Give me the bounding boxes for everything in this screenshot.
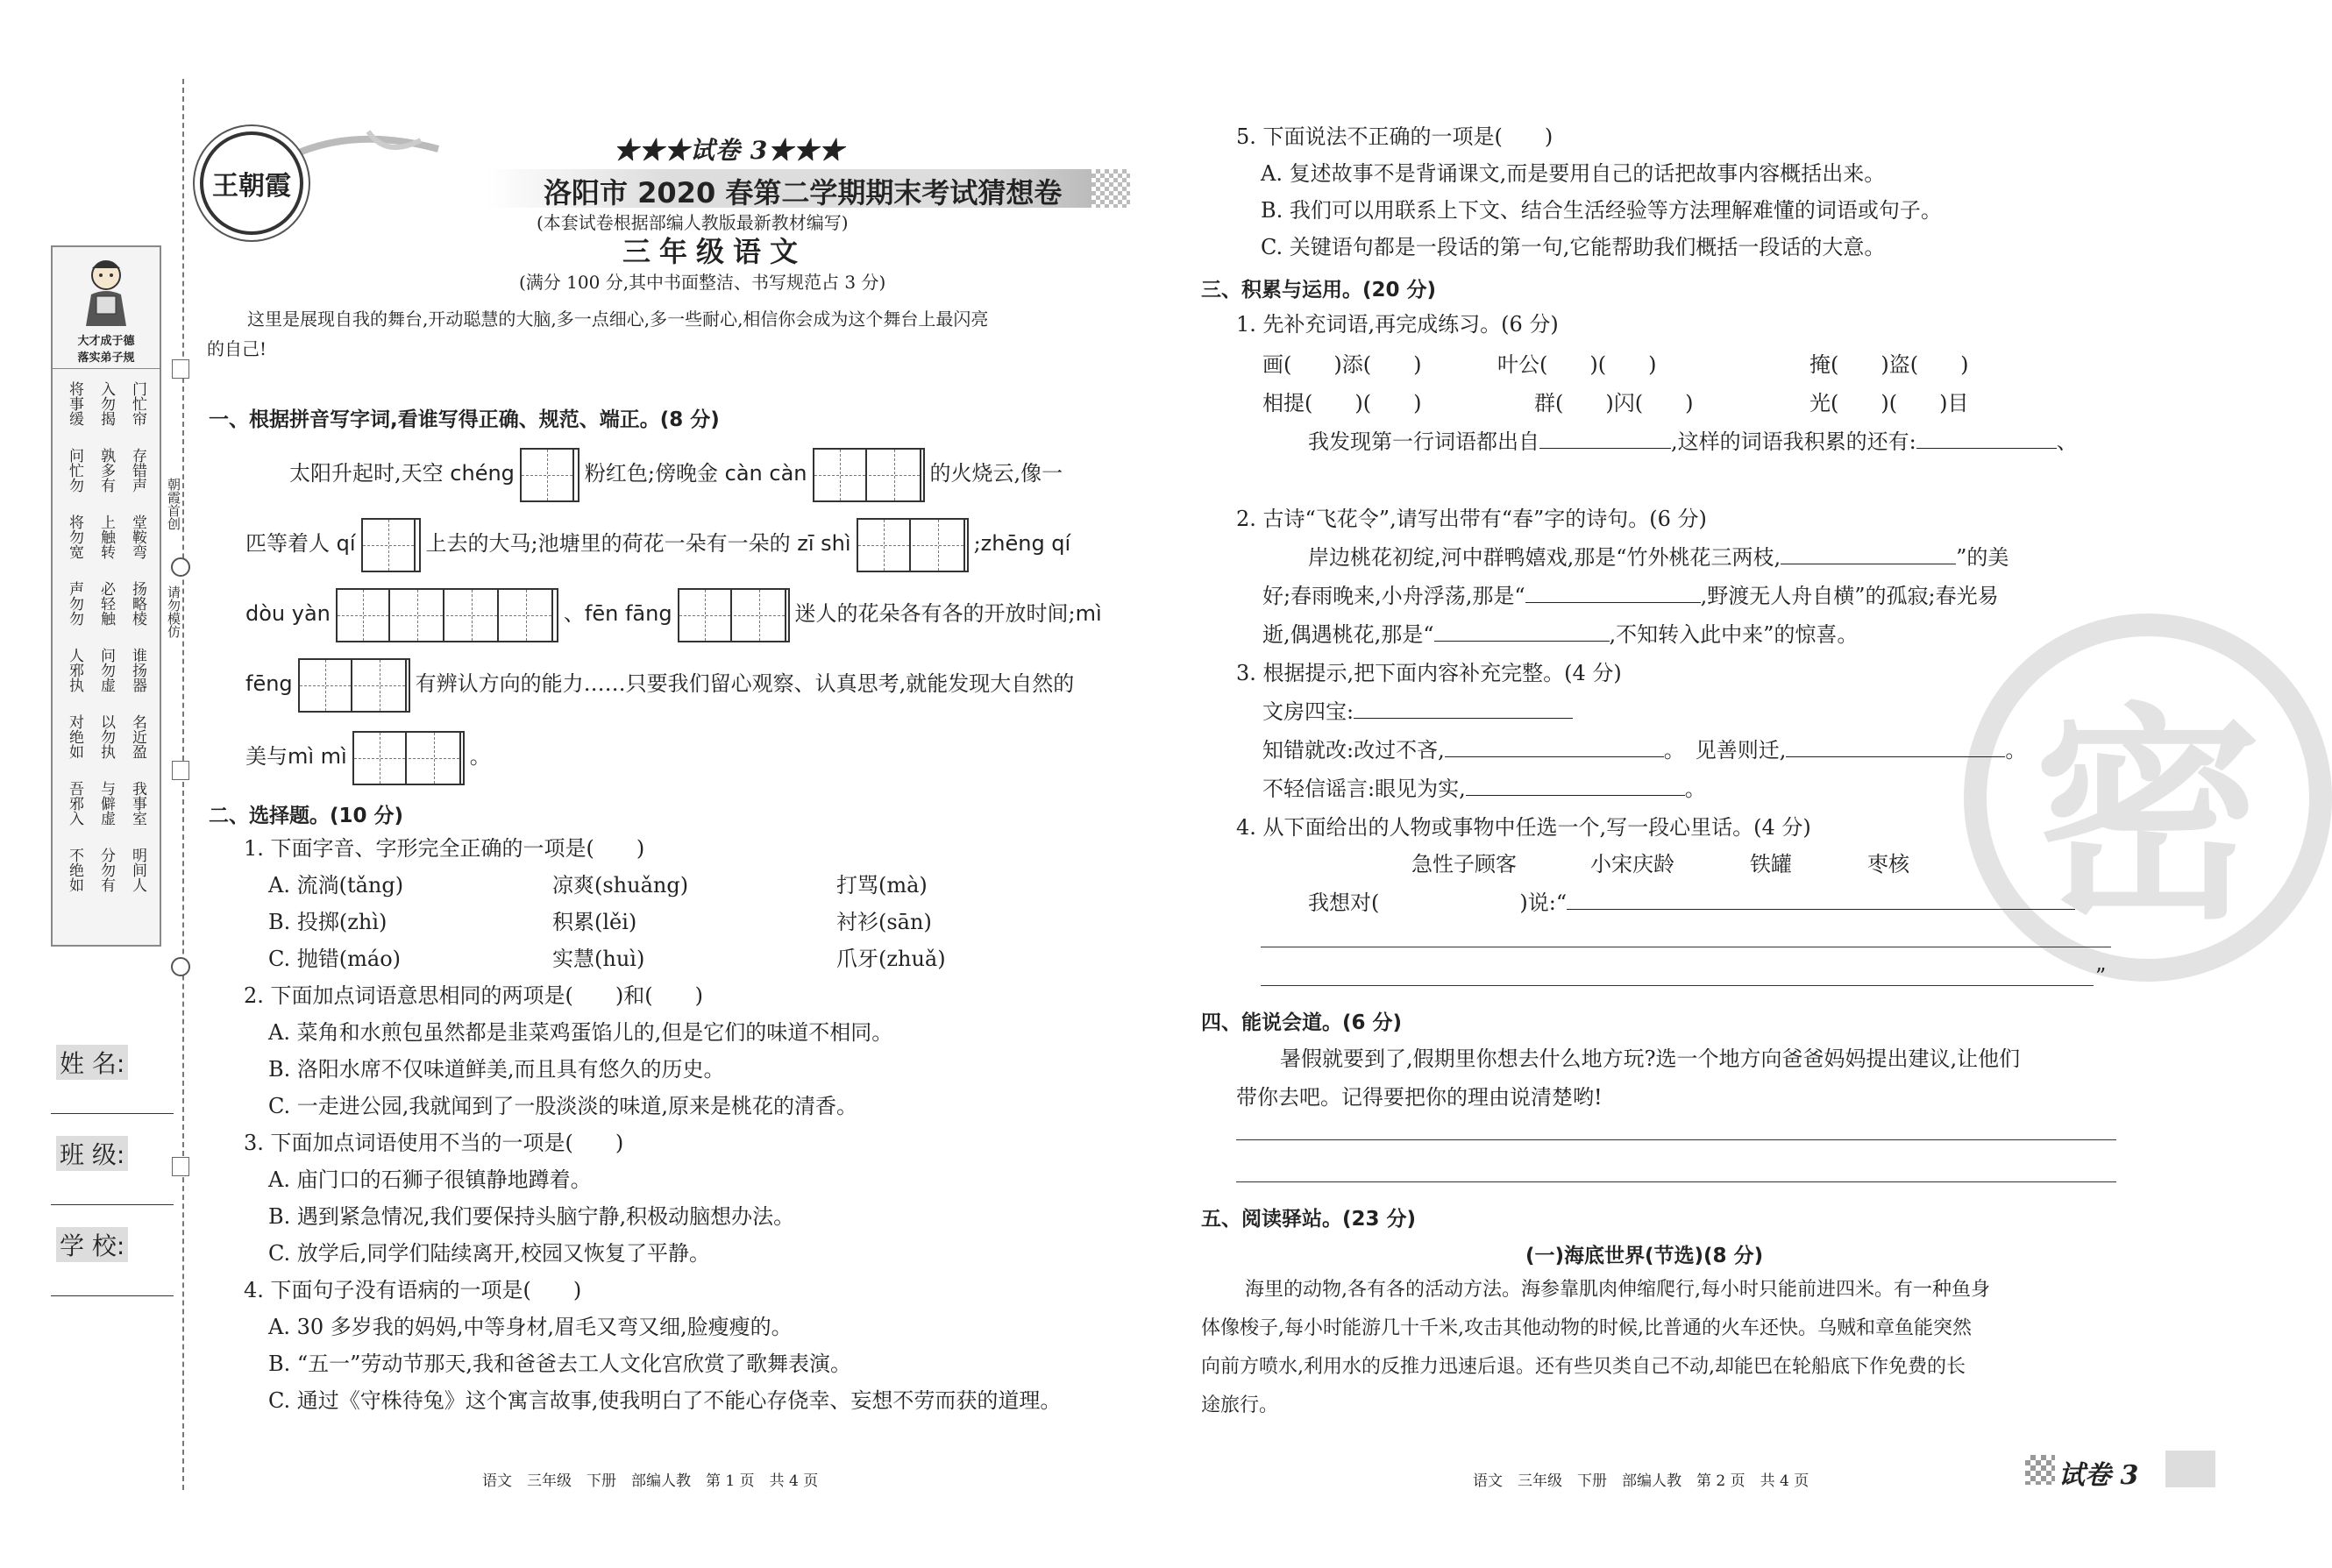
proverb-column: 孰多有 <box>97 447 115 493</box>
r2-line-3: 逝,偶遇桃花,那是“ ,不知转入此中来”的惊喜。 <box>1262 622 1859 647</box>
r3: 3. 根据提示,把下面内容补充完整。(4 分) <box>1236 661 1622 685</box>
binding-ring <box>171 957 190 976</box>
watermark-seal <box>1964 614 2332 982</box>
r3-line-1: 文房四宝: <box>1262 698 1573 726</box>
q1-option-a1: A. 流淌(tǎng) <box>268 873 404 898</box>
reading-line-2: 体像梭子,每小时能游几十千米,攻击其他动物的时候,比普通的火车还快。乌贼和章鱼能突然 <box>1201 1317 1972 1339</box>
school-label: 学 校: <box>56 1227 128 1262</box>
part1-row-1: 太阳升起时,天空 chéng 粉红色;傍晚金 càn càn 的火烧云,像一 <box>289 443 1063 504</box>
r1-word-3: 掩( )盗( ) <box>1809 352 1969 377</box>
proverb-grid <box>53 376 160 909</box>
part1-row-2: 匹等着人 qí 上去的大马;池塘里的荷花一朵有一朵的 zī shì ;zhēng qí <box>245 513 1070 574</box>
class-field[interactable] <box>51 1204 174 1205</box>
q1-option-b3: 衬衫(sān) <box>836 910 932 934</box>
proverb-column: 分勿有 <box>97 847 115 892</box>
r4-prompt: 我想对( )说:“ <box>1308 889 2075 917</box>
proverb-column: 存错声 <box>129 447 146 493</box>
q4: 4. 下面句子没有语病的一项是( ) <box>244 1278 582 1302</box>
r2-blank-2[interactable] <box>1525 582 1701 603</box>
q1-option-a3: 打骂(mà) <box>836 873 928 898</box>
q2-option-a: A. 菜角和水煎包虽然都是韭菜鸡蛋馅儿的,但是它们的味道不相同。 <box>268 1020 893 1045</box>
r4-option-2: 小宋庆龄 <box>1590 852 1674 876</box>
proverb-column: 与僻虚 <box>97 780 115 826</box>
reading-line-4: 途旅行。 <box>1201 1394 1279 1416</box>
q1-option-b1: B. 投掷(zhì) <box>268 910 387 934</box>
proverb-column: 门忙帘 <box>129 380 146 426</box>
r2: 2. 古诗“飞花令”,请写出带有“春”字的诗句。(6 分) <box>1236 507 1707 531</box>
r1-find: 我发现第一行词语都出自 ,这样的词语我积累的还有: 、 <box>1308 429 2078 454</box>
binding-line <box>182 79 184 1490</box>
proverb-column: 人邪执 <box>66 647 83 692</box>
r3-blank-3[interactable] <box>1786 736 2005 757</box>
name-field[interactable] <box>51 1113 174 1114</box>
proverb-column: 将事缓 <box>66 380 83 426</box>
r3-blank-1[interactable] <box>1354 698 1573 719</box>
proverb-column: 我事室 <box>129 780 146 826</box>
r1-word-6: 光( )( )目 <box>1809 391 1969 415</box>
proverb-column: 必轻触 <box>97 580 115 626</box>
proverb-column: 吾邪入 <box>66 780 83 826</box>
sidebar-panel <box>51 245 161 947</box>
q3-option-a: A. 庙门口的石狮子很镇静地蹲着。 <box>268 1167 592 1192</box>
footer-tag: 试卷 3 <box>2058 1460 2139 1491</box>
side-label-2: 请勿模仿 <box>166 585 181 638</box>
part1-title: 一、根据拼音写字词,看谁写得正确、规范、端正。(8 分) <box>209 408 720 431</box>
r4-blank-1[interactable] <box>1567 889 2075 910</box>
binding-tick <box>172 359 189 379</box>
reading-line-1: 海里的动物,各有各的活动方法。海参靠肌肉伸缩爬行,每小时只能前进四米。有一种鱼身 <box>1245 1279 1990 1301</box>
side-label-1: 朝霞首创 <box>166 478 181 530</box>
q1-option-b2: 积累(lěi) <box>552 910 637 934</box>
r2-blank-1[interactable] <box>1781 543 1956 564</box>
intro-line-1: 这里是展现自我的舞台,开动聪慧的大脑,多一点细心,多一些耐心,相信你会成为这个舞台上最闪亮 <box>247 309 989 330</box>
binding-tick <box>172 761 189 780</box>
sidebar-mascot <box>75 256 137 328</box>
q1-option-c1: C. 抛错(máo) <box>268 947 402 971</box>
q3: 3. 下面加点词语使用不当的一项是( ) <box>244 1131 624 1155</box>
q4-option-b: B. “五一”劳动节那天,我和爸爸去工人文化宫欣赏了歌舞表演。 <box>268 1352 852 1376</box>
binding-tick <box>172 1157 189 1176</box>
r1-word-2: 叶公( )( ) <box>1497 352 1657 377</box>
r3-blank-4[interactable] <box>1466 775 1685 796</box>
q1-option-c2: 实慧(huì) <box>552 947 645 971</box>
proverb-column: 明间人 <box>129 847 146 892</box>
r2-blank-3[interactable] <box>1434 621 1610 642</box>
r1: 1. 先补充词语,再完成练习。(6 分) <box>1236 312 1559 337</box>
q2-option-c: C. 一走进公园,我就闻到了一股淡淡的味道,原来是桃花的清香。 <box>268 1094 858 1118</box>
q1-option-c3: 爪牙(zhuǎ) <box>836 947 946 971</box>
reading-title: (一)海底世界(节选)(8 分) <box>1525 1245 1764 1267</box>
r4: 4. 从下面给出的人物或事物中任选一个,写一段心里话。(4 分) <box>1236 815 1811 840</box>
reading-line-3: 向前方喷水,利用水的反推力迅速后退。还有些贝类自己不动,却能巴在轮船底下作免费的长 <box>1201 1356 1966 1378</box>
proverb-column: 声勿勿 <box>66 580 83 626</box>
q5-option-b: B. 我们可以用联系上下文、结合生活经验等方法理解难懂的词语或句子。 <box>1261 198 1942 223</box>
r3-blank-2[interactable] <box>1445 736 1664 757</box>
footer-checker <box>2025 1455 2055 1485</box>
sidebar-motto-1: 大才成于德 <box>77 335 135 348</box>
r1-word-4: 相提( )( ) <box>1262 391 1422 415</box>
q1-option-a2: 凉爽(shuǎng) <box>552 873 689 898</box>
r1-blank-2[interactable] <box>1916 428 2057 449</box>
brand-logo <box>200 131 303 235</box>
r4-option-4: 枣核 <box>1867 852 1909 876</box>
q1: 1. 下面字音、字形完全正确的一项是( ) <box>244 836 645 861</box>
edition-note: (本套试卷根据部编人教版最新教材编写) <box>537 212 849 233</box>
q4-option-a: A. 30 多岁我的妈妈,中等身材,眉毛又弯又细,脸瘦瘦的。 <box>268 1315 793 1339</box>
page-title: 洛阳市 2020 春第二学期期末考试猜想卷 <box>544 176 1063 209</box>
score-note: (满分 100 分,其中书面整洁、书写规范占 3 分) <box>519 272 886 293</box>
part3-title: 三、积累与运用。(20 分) <box>1201 279 1437 302</box>
r1-word-1: 画( )添( ) <box>1262 352 1422 377</box>
part2-title: 二、选择题。(10 分) <box>209 805 404 827</box>
q2-option-b: B. 洛阳水席不仅味道鲜美,而且具有悠久的历史。 <box>268 1057 725 1082</box>
q4-option-c: C. 通过《守株待兔》这个寓言故事,使我明白了不能心存侥幸、妄想不劳而获的道理。 <box>268 1388 1062 1413</box>
q5: 5. 下面说法不正确的一项是( ) <box>1236 124 1553 149</box>
q2: 2. 下面加点词语意思相同的两项是( )和( ) <box>244 983 703 1008</box>
exam-tag: ★★★试卷 3★★★ <box>614 136 845 165</box>
title-checker <box>1091 169 1130 208</box>
proverb-column: 名近盈 <box>129 713 146 759</box>
sidebar-motto-2: 落实弟子规 <box>53 348 160 369</box>
proverb-column: 以勿执 <box>97 713 115 759</box>
proverb-column: 将勿宽 <box>66 514 83 559</box>
proverb-column: 入勿揭 <box>97 380 115 426</box>
intro-line-2: 的自己! <box>207 338 267 359</box>
q5-option-c: C. 关键语句都是一段话的第一句,它能帮助我们概括一段话的大意。 <box>1261 235 1886 259</box>
proverb-column: 问勿虚 <box>97 647 115 692</box>
binding-ring <box>171 557 190 577</box>
footer-right: 语文 三年级 下册 部编人教 第 2 页 共 4 页 <box>1473 1472 1809 1490</box>
r4-option-1: 急性子顾客 <box>1411 852 1517 876</box>
school-field[interactable] <box>51 1295 174 1296</box>
q5-option-a: A. 复述故事不是背诵课文,而是要用自己的话把故事内容概括出来。 <box>1261 161 1886 186</box>
proverb-column: 不绝如 <box>66 847 83 892</box>
part5-title: 五、阅读驿站。(23 分) <box>1201 1208 1417 1231</box>
r1-word-5: 群( )闪( ) <box>1534 391 1694 415</box>
part1-row-5: 美与mì mì 。 <box>245 726 491 787</box>
r4-end-quote: ” <box>2095 964 2107 989</box>
part4-text-1: 暑假就要到了,假期里你想去什么地方玩?选一个地方向爸爸妈妈提出建议,让他们 <box>1280 1047 2021 1071</box>
q3-option-b: B. 遇到紧急情况,我们要保持头脑宁静,积极动脑想办法。 <box>268 1204 795 1229</box>
part4-answer-line-2[interactable] <box>1236 1181 2116 1182</box>
proverb-column: 问忙勿 <box>66 447 83 493</box>
proverb-column: 对绝如 <box>66 713 83 759</box>
part1-row-4: fēng 有辨认方向的能力……只要我们留心观察、认真思考,就能发现大自然的 <box>245 653 1074 714</box>
part4-text-2: 带你去吧。记得要把你的理由说清楚哟! <box>1236 1085 1603 1110</box>
part4-title: 四、能说会道。(6 分) <box>1201 1011 1403 1034</box>
subject-title: 三年级语文 <box>622 235 807 268</box>
r2-line-1: 岸边桃花初绽,河中群鸭嬉戏,那是“竹外桃花三两枝, ”的美 <box>1308 545 2009 570</box>
part4-answer-line-1[interactable] <box>1236 1139 2116 1140</box>
name-label: 姓 名: <box>56 1045 128 1080</box>
r1-blank-1[interactable] <box>1539 428 1671 449</box>
class-label: 班 级: <box>56 1136 128 1171</box>
r3-line-2: 知错就改:改过不吝, 。 见善则迁, 。 <box>1262 738 2027 763</box>
r4-option-3: 铁罐 <box>1750 852 1792 876</box>
part1-row-3: dòu yàn 、fēn fāng 迷人的花朵各有各的开放时间;mì <box>245 583 1102 644</box>
brand-logo-text: 王朝霞 <box>212 171 291 202</box>
footer-tag-bar <box>2165 1451 2215 1487</box>
r4-answer-line-2[interactable] <box>1261 985 2094 986</box>
r2-line-2: 好;春雨晚来,小舟浮荡,那是“ ,野渡无人舟自横”的孤寂;春光易 <box>1262 584 1999 608</box>
q3-option-c: C. 放学后,同学们陆续离开,校园又恢复了平静。 <box>268 1241 711 1266</box>
proverb-column: 堂鞍弯 <box>129 514 146 559</box>
proverb-column: 扬略棱 <box>129 580 146 626</box>
watermark-text: 密 <box>2034 685 2262 950</box>
proverb-column: 谁扬器 <box>129 647 146 692</box>
footer-left: 语文 三年级 下册 部编人教 第 1 页 共 4 页 <box>482 1472 819 1490</box>
proverb-column: 上触转 <box>97 514 115 559</box>
r3-line-3: 不轻信谣言:眼见为实, 。 <box>1262 777 1706 801</box>
